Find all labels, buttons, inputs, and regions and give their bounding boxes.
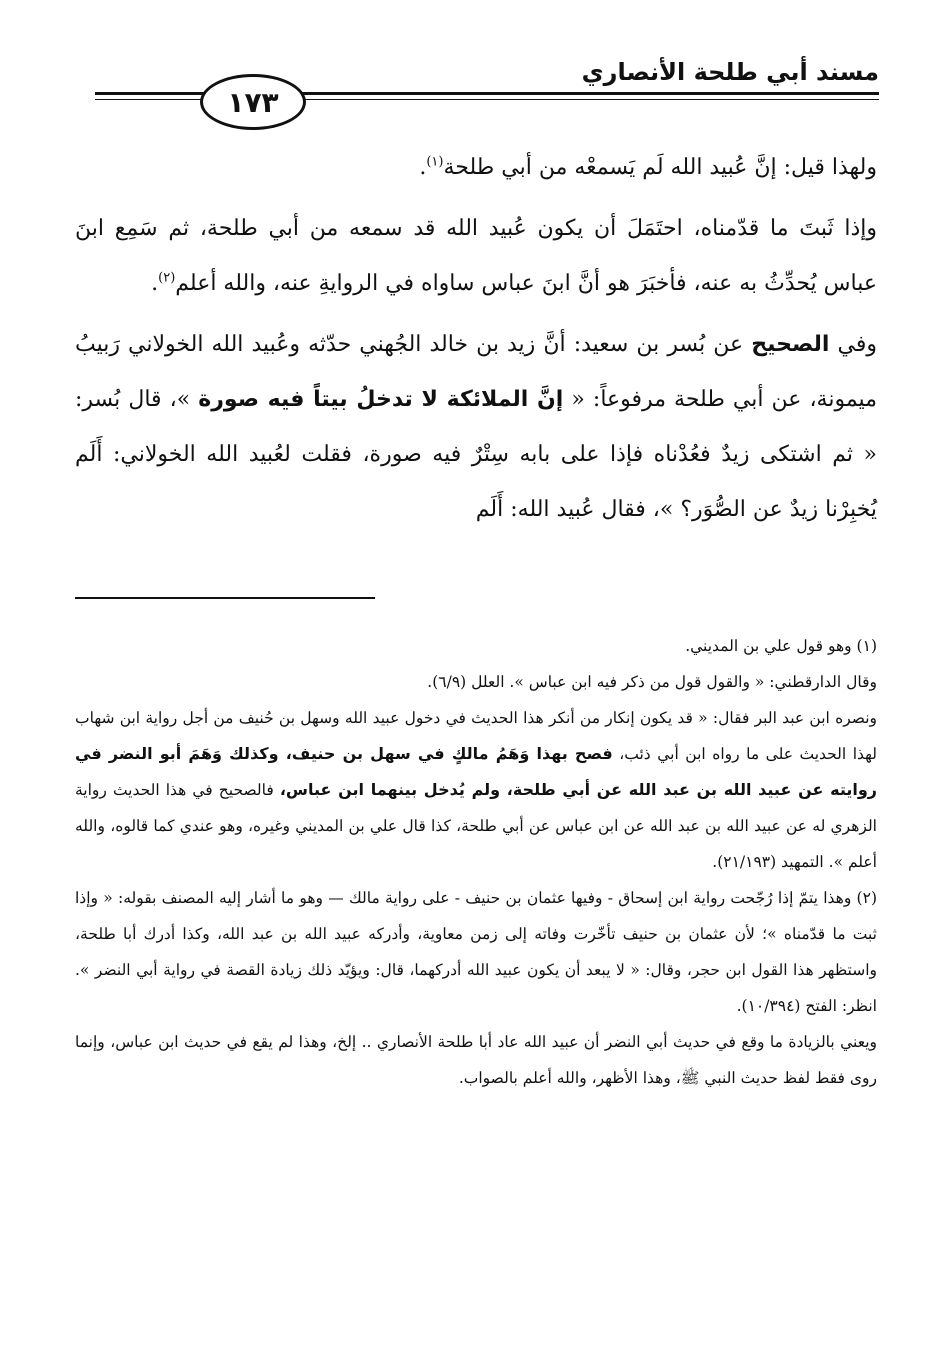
footnote-1-paragraph bbox=[75, 700, 877, 880]
page-number-oval bbox=[200, 74, 306, 130]
footnote-1-line-2: وقال الدارقطني: « والقول قول من ذكر فيه ابن عباس ». العلل (٦/٩). bbox=[427, 673, 877, 691]
footnote-ref-2: (٢) bbox=[158, 270, 176, 286]
p1-text: ولهذا قيل: إنَّ عُبيد الله لَم يَسمعْه من أبي طلحة bbox=[443, 155, 877, 180]
fn1-bold-part: فصح بهذا وَهَمُ مالكٍ في سهل بن حنيف، وكذلك وَهَمَ أبو النضر في روايته عن عبيد الله بن عبد الله عن أبي طلحة، ولم يُدخل بينهما ابن عباس، bbox=[75, 744, 877, 799]
footnote-ref-1: (١) bbox=[426, 154, 444, 170]
footnote-1-line-1: (١) وهو قول علي بن المديني. bbox=[685, 637, 877, 655]
fn1-part-c: فالصحيح في هذا الحديث رواية الزهري له عن عبيد الله بن عبد الله عن ابن عباس عن أبي طلحة، كذا قال علي بن المديني وغيره، وهو عندي كما قالوه، والله أعلم ». التمهيد (٢١/١٩٣). bbox=[75, 781, 877, 871]
p2-end: . bbox=[151, 271, 159, 296]
page-number: ١٧٣ bbox=[227, 85, 279, 119]
p3-part-e: »، قال بُسر: « ثم اشتكى زيدٌ فعُدْناه فإذا على بابه سِتْرٌ فيه صورة، فقلت لعُبيد الله الخولاني: أَلَم يُخبِرْنا زيدٌ عن الصُّوَر؟ »، فقال عُبيد الله: أَلَم bbox=[75, 387, 877, 522]
paragraph-3 bbox=[75, 317, 877, 537]
p1-end: . bbox=[419, 155, 427, 180]
fn1-part-a: ونصره ابن عبد البر فقال: « قد يكون إنكار من أنكر هذا الحديث في دخول عبيد الله وسهل بن حُنيف من أجل رواية ابن شهاب لهذا الحديث على ما رواه ابن أبي ذئب، bbox=[75, 709, 878, 763]
running-title: مسند أبي طلحة الأنصاري bbox=[581, 58, 879, 86]
p3-part-c: عن بُسر بن سعيد: أنَّ زيد بن خالد الجُهني حدّثه وعُبيد الله الخولاني رَبيبُ ميمونة، عن أبي طلحة مرفوعاً: « bbox=[75, 332, 877, 412]
p3-hadith-quote: إنَّ الملائكة لا تدخلُ بيتاً فيه صورة bbox=[198, 387, 564, 412]
footnotes bbox=[75, 628, 877, 1096]
footnote-separator bbox=[75, 597, 375, 599]
p2-text: وإذا ثَبتَ ما قدّمناه، احتَمَلَ أن يكون عُبيد الله قد سمعه من أبي طلحة، ثم سَمِع ابنَ عباس يُحدِّثُ به عنه، فأخبَرَ هو أنَّ ابنَ عباس ساواه في الروايةِ عنه، والله أعلم bbox=[75, 216, 877, 296]
footnote-2-paragraph: (٢) وهذا يتمّ إذا رُجّحت رواية ابن إسحاق - وفيها عثمان بن حنيف - على رواية مالك — وهو ما أشار إليه المصنف بقوله: « وإذا ثبت ما قدّمناه »؛ لأن عثمان بن حنيف تأخّرت وفاته إلى زمن معاوية، وأدركه عبيد الله بن عبد الله، وكذا أدرك أبا طلحة، واستظهر هذا القول ابن حجر، وقال: « لا يبعد أن يكون عبيد الله أدركهما، قال: ويؤيّد ذلك زيادة القصة في رواية أبي النضر ». انظر: الفتح (١٠/٣٩٤). bbox=[75, 889, 877, 1015]
paragraph-2 bbox=[75, 201, 877, 311]
p3-sahih: الصحيح bbox=[751, 332, 830, 357]
p3-part-a: وفي bbox=[837, 332, 877, 357]
main-text bbox=[75, 140, 877, 537]
footnote-2-paragraph-2: ويعني بالزيادة ما وقع في حديث أبي النضر أن عبيد الله عاد أبا طلحة الأنصاري .. إلخ، وهذا لم يقع في حديث ابن عباس، وإنما روى فقط لفظ حديث النبي ﷺ، وهذا الأظهر، والله أعلم بالصواب. bbox=[75, 1033, 877, 1087]
paragraph-1 bbox=[75, 140, 877, 195]
